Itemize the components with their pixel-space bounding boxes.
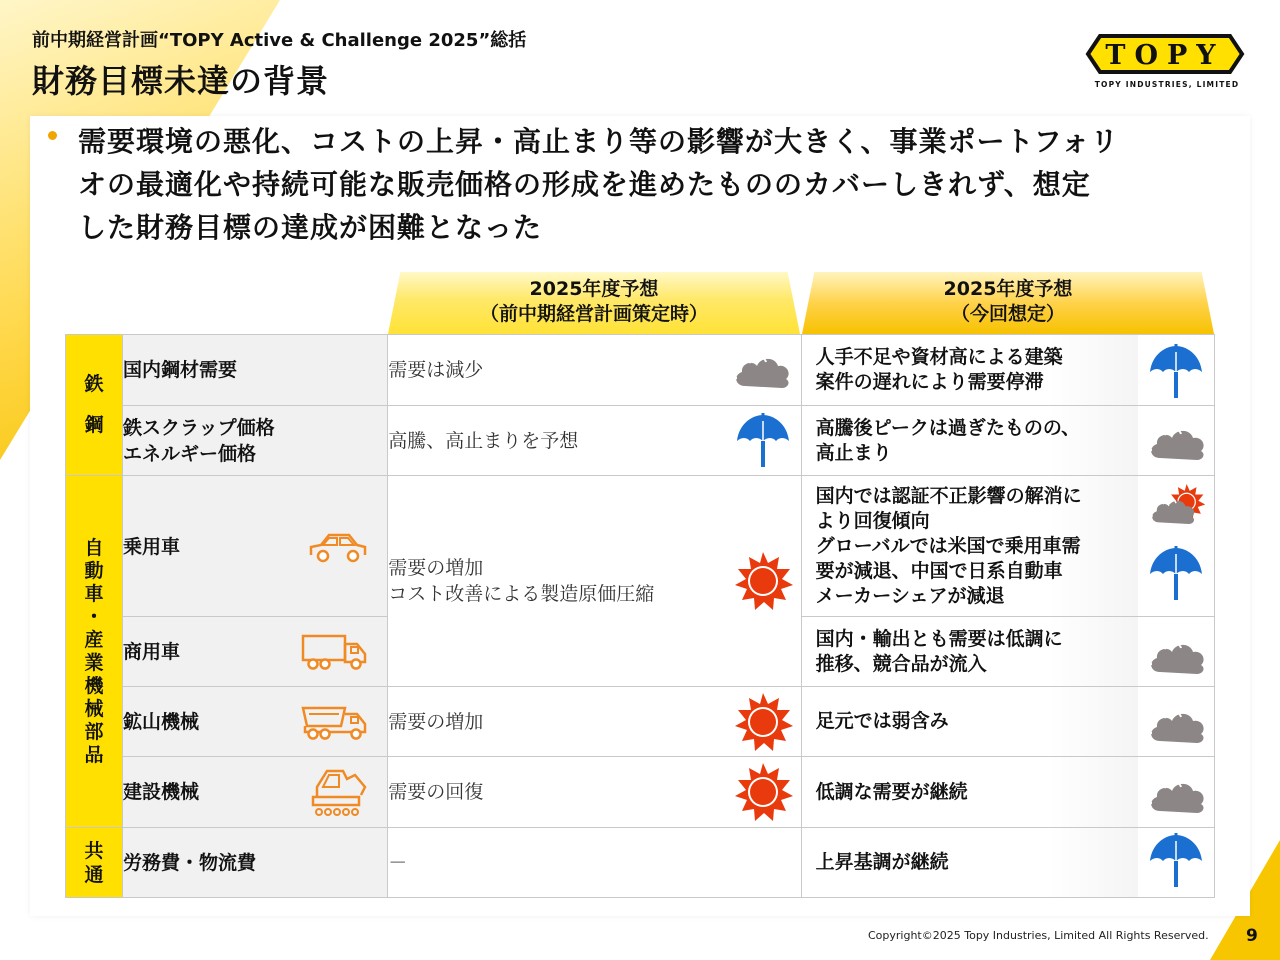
sunny-icon xyxy=(733,552,793,610)
cloudy-icon xyxy=(1146,773,1208,817)
item-labor-logistics-cost: 労務費・物流費 xyxy=(123,828,388,898)
category-common: 共 通 xyxy=(66,828,123,898)
category-auto-industrial-parts: 自 動 車 ・ 産 業 機 械 部 品 xyxy=(66,476,123,828)
umbrella-icon xyxy=(1146,546,1206,602)
bullet-icon xyxy=(48,131,57,140)
curr-mining-machinery: 足元では弱含み xyxy=(801,687,1214,757)
sunny-icon xyxy=(733,763,793,821)
curr-labor-logistics-cost: 上昇基調が継続 xyxy=(801,828,1214,898)
copyright: Copyright©2025 Topy Industries, Limited All Rights Reserved. xyxy=(868,929,1209,942)
svg-text:TOPY: TOPY xyxy=(1105,40,1225,71)
logo-subtext: TOPY INDUSTRIES, LIMITED xyxy=(1094,80,1240,89)
item-commercial-vehicle: 商用車 xyxy=(123,617,388,687)
cloudy-icon xyxy=(731,348,793,392)
summary-text: 需要環境の悪化、コストの上昇・高止まり等の影響が大きく、事業ポートフォリ オの最適化や持続可能な販売価格の形成を進めたもののカバーしきれず、想定 した財務目標の達成が困難となった xyxy=(78,125,1120,244)
car-icon xyxy=(307,529,369,565)
curr-scrap-energy-price: 高騰後ピークは過ぎたものの、 高止まり xyxy=(801,406,1214,476)
item-mining-machinery: 鉱山機械 xyxy=(123,687,388,757)
table-row xyxy=(66,335,1215,406)
table-row xyxy=(66,828,1215,898)
prev-domestic-steel-demand: 需要は減少 xyxy=(388,335,801,406)
item-scrap-energy-price: 鉄スクラップ価格 エネルギー価格 xyxy=(123,406,388,476)
prev-mining-machinery: 需要の増加 xyxy=(388,687,801,757)
excavator-icon xyxy=(309,765,369,819)
prev-labor-logistics-cost: － xyxy=(388,828,801,898)
page-title: 財務目標未達の背景 xyxy=(32,62,330,100)
cloudy-icon xyxy=(1146,420,1208,464)
dump-truck-icon xyxy=(301,702,369,742)
curr-commercial-vehicle: 国内・輸出とも需要は低調に 推移、競合品が流入 xyxy=(801,617,1214,687)
table-row xyxy=(66,687,1215,757)
sunny-icon xyxy=(733,693,793,751)
item-domestic-steel-demand: 国内鋼材需要 xyxy=(123,335,388,406)
item-passenger-car: 乗用車 xyxy=(123,476,388,617)
cloudy-icon xyxy=(1146,703,1208,747)
page-subtitle: 前中期経営計画“TOPY Active & Challenge 2025”総括 xyxy=(32,30,527,51)
curr-passenger-car: 国内では認証不正影響の解消に より回復傾向 グローバルでは米国で乗用車需 要が減退、中国で日系自動車 メーカーシェアが減退 xyxy=(801,476,1214,617)
curr-domestic-steel-demand: 人手不足や資材高による建築 案件の遅れにより需要停滞 xyxy=(801,335,1214,406)
column-header-previous: 2025年度予想 （前中期経営計画策定時） xyxy=(388,272,800,334)
prev-construction-machinery: 需要の回復 xyxy=(388,757,801,828)
page-number: 9 xyxy=(1246,926,1258,946)
table-row xyxy=(66,757,1215,828)
item-construction-machinery: 建設機械 xyxy=(123,757,388,828)
comparison-table xyxy=(65,334,1215,898)
cloudy-icon xyxy=(1146,634,1208,678)
umbrella-icon xyxy=(1146,344,1206,400)
umbrella-icon xyxy=(1146,833,1206,889)
table-row xyxy=(66,406,1215,476)
category-steel: 鉄 鋼 xyxy=(66,335,123,476)
table-row xyxy=(66,476,1215,617)
truck-icon xyxy=(301,632,369,672)
umbrella-icon xyxy=(733,413,793,469)
curr-construction-machinery: 低調な需要が継続 xyxy=(801,757,1214,828)
prev-passenger-commercial: 需要の増加 コスト改善による製造原価圧縮 xyxy=(388,476,801,687)
sun-behind-cloud-icon xyxy=(1148,484,1206,528)
prev-scrap-energy-price: 高騰、高止まりを予想 xyxy=(388,406,801,476)
column-header-current: 2025年度予想 （今回想定） xyxy=(802,272,1214,334)
